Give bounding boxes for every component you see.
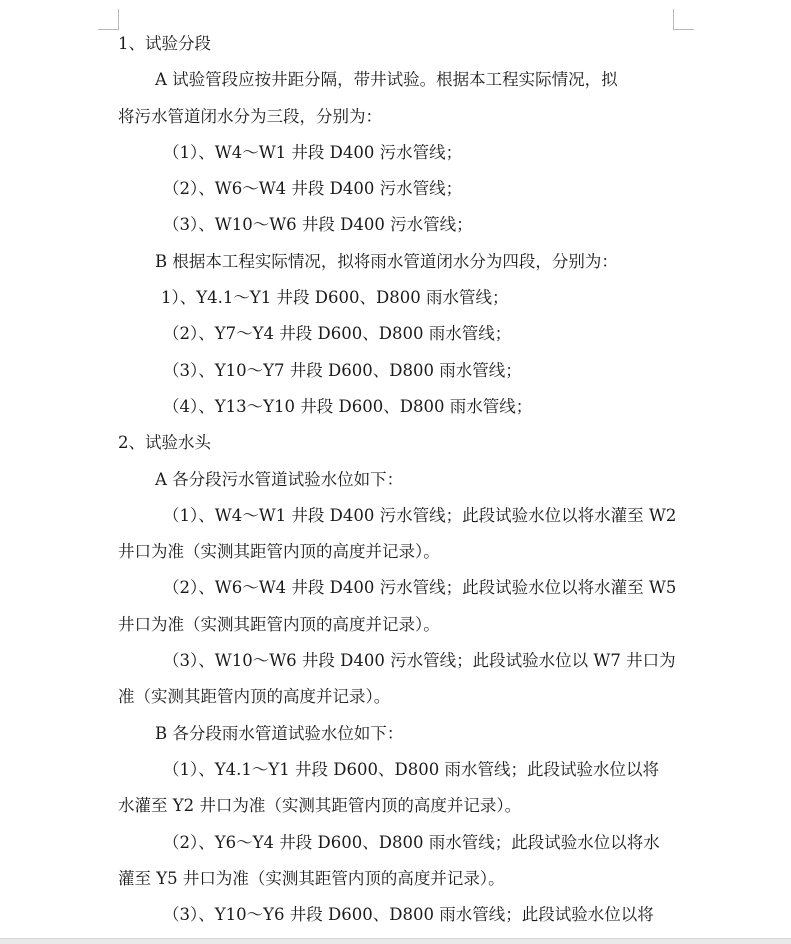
text-line: B 各分段雨水管道试验水位如下： [155,723,404,743]
text-line: （3）、Y10～Y6 井段 D600、D800 雨水管线；此段试验水位以将 [163,905,654,925]
text-line: 井口为准（实测其距管内顶的高度并记录）。 [118,542,440,562]
text-line: 1）、Y4.1～Y1 井段 D600、D800 雨水管线； [161,288,509,308]
text-line: （4）、Y13～Y10 井段 D600、D800 雨水管线； [163,396,533,416]
text-line: （2）、W6～W4 井段 D400 污水管线；此段试验水位以将水灌至 W5 [163,578,677,598]
text-line: A 试验管段应按井距分隔，带井试验。根据本工程实际情况，拟 [155,70,618,90]
text-line: B 根据本工程实际情况，拟将雨水管道闭水分为四段，分别为： [155,251,618,271]
document-body [118,26,676,933]
text-line: 灌至 Y5 井口为准（实测其距管内顶的高度并记录）。 [118,868,505,888]
page-bottom-edge [0,938,791,944]
text-line: （2）、Y7～Y4 井段 D600、D800 雨水管线； [163,324,512,344]
text-line: （1）、Y4.1～Y1 井段 D600、D800 雨水管线；此段试验水位以将 [163,759,659,779]
text-line: （3）、W10～W6 井段 D400 污水管线； [163,215,473,235]
text-line: （1）、W4～W1 井段 D400 污水管线； [163,142,463,162]
text-line: 水灌至 Y2 井口为准（实测其距管内顶的高度并记录）。 [118,796,522,816]
text-line: 将污水管道闭水分为三段，分别为： [118,106,382,126]
text-line: （1）、W4～W1 井段 D400 污水管线；此段试验水位以将水灌至 W2 [163,505,677,525]
text-line: （3）、W10～W6 井段 D400 污水管线；此段试验水位以 W7 井口为 [163,651,676,671]
text-line: （3）、Y10～Y7 井段 D600、D800 雨水管线； [163,360,522,380]
text-line: A 各分段污水管道试验水位如下： [155,469,404,489]
text-line: 1、试验分段 [118,34,211,53]
text-line: 井口为准（实测其距管内顶的高度并记录）。 [118,614,440,634]
text-line: （2）、Y6～Y4 井段 D600、D800 雨水管线；此段试验水位以将水 [163,832,660,852]
crop-mark-top-left [98,9,119,30]
text-line: （2）、W6～W4 井段 D400 污水管线； [163,179,463,199]
crop-mark-top-right [673,9,694,30]
text-line: 2、试验水头 [118,433,211,453]
text-line: 准（实测其距管内顶的高度并记录）。 [118,687,391,707]
